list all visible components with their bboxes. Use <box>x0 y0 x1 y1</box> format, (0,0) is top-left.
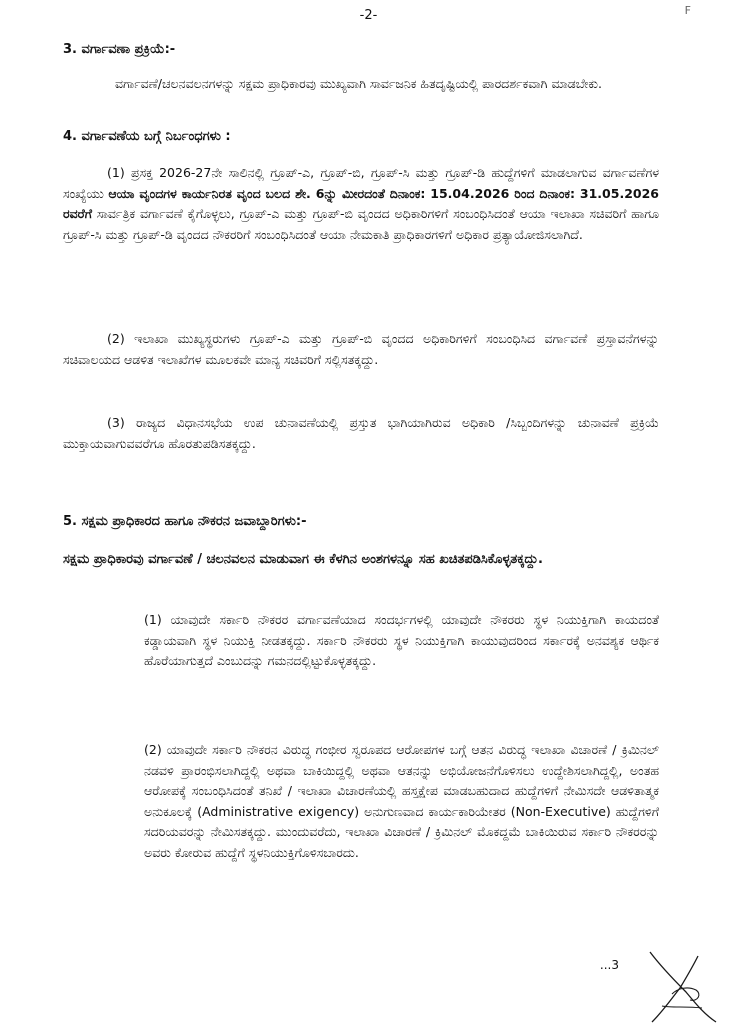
section-4-clause-2: (2) ಇಲಾಖಾ ಮುಖ್ಯಸ್ಥರುಗಳು ಗ್ರೂಪ್-ಎ ಮತ್ತು ಗ್ರೂಪ್-ಬಿ ವೃಂದದ ಅಧಿಕಾರಿಗಳಿಗೆ ಸಂಬಂಧಿಸಿದ ವರ್ಗಾವಣೆ ಪ್ರಸ್ತಾವನೆಗಳನ್ನು ಸಚಿವಾಲಯದ ಆಡಳಿತ ಇಲಾಖೆಗಳ ಮೂಲಕವೇ ಮಾನ್ಯ ಸಚಿವರಿಗೆ ಸಲ್ಲಿಸತಕ್ಕದ್ದು. <box>63 331 659 367</box>
section-3-heading: 3. ವರ್ಗಾವಣಾ ಪ್ರಕ್ರಿಯೆ:- <box>63 42 176 57</box>
section-4-heading: 4. ವರ್ಗಾವಣೆಯ ಬಗ್ಗೆ ನಿರ್ಬಂಧಗಳು : <box>63 129 231 144</box>
section-3-paragraph: ವರ್ಗಾವಣೆ/ಚಲನವಲನಗಳನ್ನು ಸಕ್ಷಮ ಪ್ರಾಧಿಕಾರವು ಮುಖ್ಯವಾಗಿ ಸಾರ್ವಜನಿಕ ಹಿತದೃಷ್ಟಿಯಲ್ಲಿ ಪಾರದರ್ಶಕವಾಗಿ ಮಾಡಬೇಕು. <box>115 76 602 91</box>
section-4-clause-1 <box>63 163 659 245</box>
section-4-clause-1-start: (1) ಪ್ರಸಕ್ತ 2026-27ನೇ ಸಾಲಿನಲ್ಲಿ ಗ್ರೂಪ್-ಎ, ಗ್ರೂಪ್-ಬಿ, ಗ್ರೂಪ್-ಸಿ ಮತ್ತು ಗ್ರೂಪ್-ಡಿ ಹುದ್ದೆಗಳಿಗೆ ಮಾಡಲಾಗುವ ವರ್ಗಾವಣೆಗಳ ಸಂಖ್ಯೆಯು <box>63 165 659 201</box>
section-5-heading: 5. ಸಕ್ಷಮ ಪ್ರಾಧಿಕಾರದ ಹಾಗೂ ನೌಕರನ ಜವಾಬ್ದಾರಿಗಳು:- <box>63 514 307 529</box>
page-number: -2- <box>359 8 378 23</box>
section-5-clause-2: (2) ಯಾವುದೇ ಸರ್ಕಾರಿ ನೌಕರನ ವಿರುದ್ಧ ಗಂಭೀರ ಸ್ವರೂಪದ ಆರೋಪಗಳ ಬಗ್ಗೆ ಆತನ ವಿರುದ್ಧ ಇಲಾಖಾ ವಿಚಾರಣೆ / ಕ್ರಿಮಿನಲ್ ನಡವಳಿ ಪ್ರಾರಂಭಿಸಲಾಗಿದ್ದಲ್ಲಿ ಅಥವಾ ಬಾಕಿಯಿದ್ದಲ್ಲಿ ಅಥವಾ ಆತನನ್ನು ಅಭಿಯೋಜನೆಗೊಳಿಸಲು ಉದ್ದೇಶಿಸಲಾಗಿದ್ದಲ್ಲಿ, ಅಂತಹ ಆರೋಪಕ್ಕೆ ಸಂಬಂಧಿಸಿದಂತೆ ತನಿಖೆ / ಇಲಾಖಾ ವಿಚಾರಣೆಯಲ್ಲಿ ಹಸ್ತಕ್ಷೇಪ ಮಾಡಬಹುದಾದ ಹುದ್ದೆಗಳಿಗೆ ನೇಮಿಸದೇ ಆಡಳಿತಾತ್ಮಕ ಅನುಕೂಲಕ್ಕೆ (Administrative exigency) ಅನುಗುಣವಾದ ಕಾರ್ಯಕಾರಿಯೇತರ (Non-Executive) ಹುದ್ದೆಗಳಿಗೆ ಸದರಿಯವರನ್ನು ನೇಮಿಸತಕ್ಕದ್ದು. ಮುಂದುವರೆದು, ಇಲಾಖಾ ವಿಚಾರಣೆ / ಕ್ರಿಮಿನಲ್ ಮೊಕದ್ದಮೆ ಬಾಕಿಯಿರುವ ಸರ್ಕಾರಿ ನೌಕರರನ್ನು ಅವರು ಕೋರುವ ಹುದ್ದೆಗೆ ಸ್ಥಳನಿಯುಕ್ತಿಗೊಳಿಸಬಾರದು. <box>144 742 659 860</box>
section-4-clause-1-end: ಸಾರ್ವತ್ರಿಕ ವರ್ಗಾವಣೆ ಕೈಗೊಳ್ಳಲು, ಗ್ರೂಪ್-ಎ ಮತ್ತು ಗ್ರೂಪ್-ಬಿ ವೃಂದದ ಅಧಿಕಾರಿಗಳಿಗೆ ಸಂಬಂಧಿಸಿದಂತೆ ಆಯಾ ಇಲಾಖಾ ಸಚಿವರಿಗೆ ಹಾಗೂ ಗ್ರೂಪ್-ಸಿ ಮತ್ತು ಗ್ರೂಪ್-ಡಿ ವೃಂದದ ನೌಕರರಿಗೆ ಸಂಬಂಧಿಸಿದಂತೆ ಆಯಾ ನೇಮಕಾತಿ ಪ್ರಾಧಿಕಾರಗಳಿಗೆ ಅಧಿಕಾರ ಪ್ರತ್ಯಾಯೋಜಿಸಲಾಗಿದೆ. <box>63 206 659 242</box>
continued-page-marker: ...3 <box>599 958 619 972</box>
section-5-clause-1: (1) ಯಾವುದೇ ಸರ್ಕಾರಿ ನೌಕರರ ವರ್ಗಾವಣೆಯಾದ ಸಂದರ್ಭಗಳಲ್ಲಿ ಯಾವುದೇ ನೌಕರರು ಸ್ಥಳ ನಿಯುಕ್ತಿಗಾಗಿ ಕಾಯದಂತೆ ಕಡ್ಡಾಯವಾಗಿ ಸ್ಥಳ ನಿಯುಕ್ತಿ ನೀಡತಕ್ಕದ್ದು. ಸರ್ಕಾರಿ ನೌಕರರು ಸ್ಥಳ ನಿಯುಕ್ತಿಗಾಗಿ ಕಾಯುವುದರಿಂದ ಸರ್ಕಾರಕ್ಕೆ ಅನವಶ್ಯಕ ಆರ್ಥಿಕ ಹೊರೆಯಾಗುತ್ತದೆ ಎಂಬುದನ್ನು ಗಮನದಲ್ಲಿಟ್ಟುಕೊಳ್ಳತಕ್ಕದ್ದು. <box>144 612 659 668</box>
corner-mark: F <box>684 4 691 17</box>
signature-mark <box>642 948 722 1024</box>
section-5-subheading: ಸಕ್ಷಮ ಪ್ರಾಧಿಕಾರವು ವರ್ಗಾವಣೆ / ಚಲನವಲನ ಮಾಡುವಾಗ ಈ ಕೆಳಗಿನ ಅಂಶಗಳನ್ನೂ ಸಹ ಖಚಿತಪಡಿಸಿಕೊಳ್ಳತಕ್ಕದ್ದು. <box>63 552 543 567</box>
section-4-clause-3: (3) ರಾಜ್ಯದ ವಿಧಾನಸಭೆಯ ಉಪ ಚುನಾವಣೆಯಲ್ಲಿ ಪ್ರಸ್ತುತ ಭಾಗಿಯಾಗಿರುವ ಅಧಿಕಾರಿ /ಸಿಬ್ಬಂದಿಗಳನ್ನು ಚುನಾವಣೆ ಪ್ರಕ್ರಿಯೆ ಮುಕ್ತಾಯವಾಗುವವರೆಗೂ ಹೊರತುಪಡಿಸತಕ್ಕದ್ದು. <box>63 415 659 451</box>
section-4-clause-1-bold: ಆಯಾ ವೃಂದಗಳ ಕಾರ್ಯನಿರತ ವೃಂದ ಬಲದ ಶೇ. 6ನ್ನು ಮೀರದಂತೆ ದಿನಾಂಕ: 15.04.2026 ರಿಂದ ದಿನಾಂಕ: 31.05.2026 ರವರೆಗೆ <box>63 185 659 221</box>
